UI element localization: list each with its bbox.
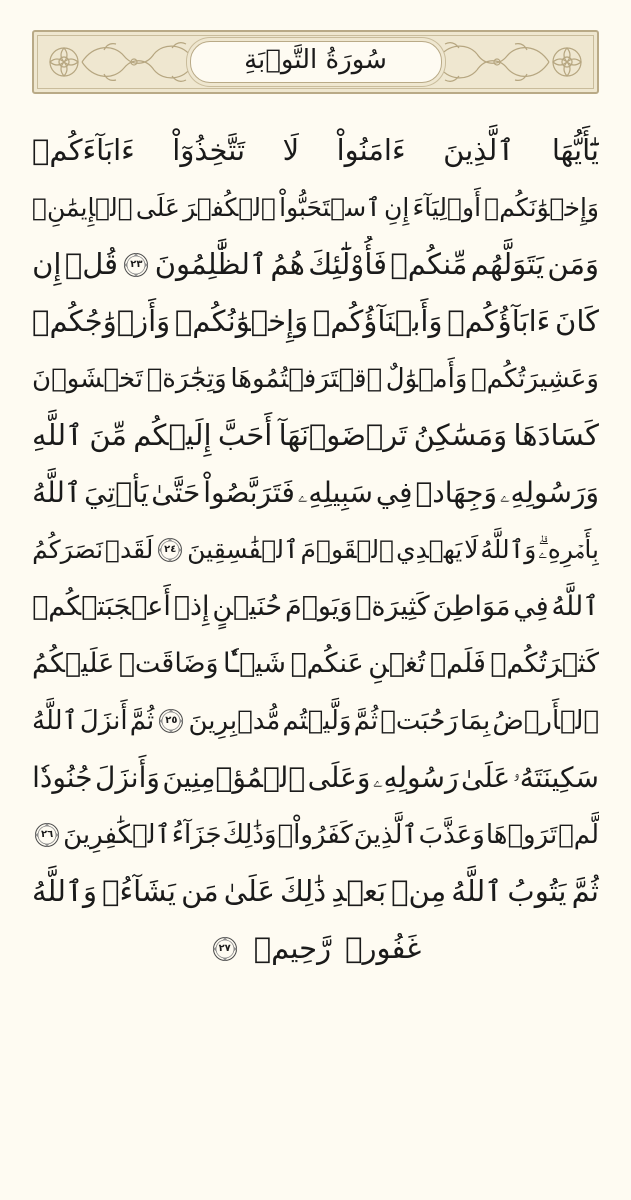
verse-word: عَلَى: [135, 193, 180, 222]
verse-word: مِنۢ: [391, 874, 447, 908]
verse-line: [32, 293, 599, 350]
verse-word: رَسُولِهِۦ: [372, 760, 459, 794]
verse-word: بَعۡدِ: [331, 874, 387, 908]
verse-line: [32, 236, 599, 293]
ayah-number: ٢٣: [130, 258, 143, 270]
verse-word: رَّحِيمٞ: [253, 931, 332, 965]
verse-word: وَيَوۡمَ: [284, 591, 353, 622]
verse-word: ٱللَّهُ: [32, 705, 78, 736]
verse-word: أَحَبَّ: [217, 418, 273, 452]
ayah-end-marker: [34, 822, 60, 848]
verse-word: وَتِجَٰرَةٞ: [146, 363, 227, 394]
ayah-end-marker: [158, 708, 184, 734]
verse-word: ثُمَّ: [353, 705, 379, 736]
verse-word: ٱلۡقَوۡمَ: [300, 535, 395, 564]
verse-word: تَخۡشَوۡنَ: [32, 363, 143, 394]
ayah-end-marker: [157, 537, 183, 563]
verse-word: سَكِينَتَهُۥ: [512, 760, 599, 794]
verse-word: رَحُبَتۡ: [380, 705, 458, 736]
verse-word: ٱلَّذِينَ: [353, 819, 418, 850]
verse-word: لَقَدۡ: [104, 535, 154, 564]
verse-line: [32, 635, 599, 692]
verse-word: أَنزَلَ: [79, 705, 128, 736]
verse-word: ٱلۡمُؤۡمِنِينَ: [162, 760, 306, 794]
ayah-number: ٢٥: [165, 714, 178, 726]
verse-word: حُنَيۡنٍ: [212, 591, 283, 622]
verse-word: وَعَشِيرَتُكُمۡ: [471, 363, 599, 394]
verse-word: ٱلۡكَٰفِرِينَ: [63, 819, 171, 850]
verse-word: يَهۡدِي: [396, 535, 463, 564]
verse-word: وَضَاقَتۡ: [118, 648, 219, 679]
verse-word: وَإِخۡوَٰنُكُمۡ: [174, 304, 309, 338]
verse-line: [32, 350, 599, 407]
verse-word: يَتَوَلَّهُم: [470, 247, 545, 281]
surah-header-banner: [32, 30, 599, 94]
verse-word: فِي: [513, 591, 549, 622]
verse-word: ٱلۡفَٰسِقِينَ: [187, 535, 299, 564]
verse-line: [32, 407, 599, 464]
verse-word: إِذۡ: [173, 591, 210, 622]
verse-word: سَبِيلِهِۦ: [297, 475, 373, 509]
verse-word: مِّنكُمۡ: [390, 247, 468, 281]
verse-word: كَسَادَهَا: [513, 418, 599, 452]
verse-line: [32, 521, 599, 578]
verse-word: فِي: [375, 475, 413, 509]
verse-word: وَإِخۡوَٰنَكُمۡ: [484, 193, 599, 222]
ayah-number: ٢٤: [164, 543, 177, 555]
verse-word: عَلَيۡكُمُ: [32, 648, 115, 679]
verse-word: وَرَسُولِهِۦ: [499, 475, 599, 509]
verse-word: وَٱللَّهُ: [32, 874, 97, 908]
verse-word: يَٰٓأَيُّهَا: [551, 133, 599, 167]
verse-word: تَرَوۡهَا: [485, 819, 558, 850]
verse-word: وَمَن: [547, 247, 599, 281]
verse-word: بِمَا: [460, 705, 491, 736]
verse-word: فَأُوْلَٰٓئِكَ: [308, 247, 388, 281]
verse-word: أَعۡجَبَتۡكُمۡ: [32, 591, 171, 622]
verse-word: وَٱللَّهُ: [480, 535, 537, 564]
verse-word: ءَابَآءَكُمۡ: [32, 133, 135, 167]
verse-line: [32, 122, 599, 179]
verse-word: ٱللَّهِ: [32, 418, 84, 452]
ayah-end-marker: [123, 252, 149, 278]
verse-word: ذَٰلِكَ: [280, 874, 327, 908]
ayah-number: ٢٦: [41, 828, 54, 840]
verse-word: ثُمَّ: [129, 705, 155, 736]
verse-word: غَفُورٞ: [345, 931, 422, 965]
verse-word: حَتَّىٰ: [151, 475, 201, 509]
surah-title: سُورَةُ التَّوۡبَةِ: [244, 45, 387, 75]
verse-word: هُمُ: [270, 247, 305, 281]
verse-word: ٱللَّهُ: [32, 475, 82, 509]
verse-word: ٱلۡكُفۡرَ: [183, 193, 276, 222]
verse-line: [32, 179, 599, 236]
verse-word: وَأَمۡوَٰلٌ: [385, 363, 468, 394]
ayah-number: ٢٧: [218, 942, 231, 954]
verse-word: كَثۡرَتُكُمۡ: [490, 648, 599, 679]
verse-word: أَوۡلِيَآءَ: [412, 193, 482, 222]
verse-line: [32, 920, 599, 977]
verse-word: لَا: [464, 535, 479, 564]
verse-line: [32, 464, 599, 521]
verse-word: تَرۡضَوۡنَهَآ: [278, 418, 408, 452]
verse-word: جَزَآءُ: [171, 819, 222, 850]
verse-word: نَصَرَكُمُ: [32, 535, 104, 564]
verse-word: وَعَلَى: [307, 760, 371, 794]
verse-word: إِنِ: [383, 193, 410, 222]
verse-word: يَشَآءُۗ: [102, 874, 176, 908]
verse-word: إِن: [32, 247, 62, 281]
verse-word: وَأَبۡنَآؤُكُمۡ: [312, 304, 443, 338]
verse-lines: [32, 122, 599, 977]
verse-word: وَأَنزَلَ: [95, 760, 160, 794]
verse-line: [32, 806, 599, 863]
verse-word: إِلَيۡكُم: [133, 418, 212, 452]
verse-word: كَثِيرَةٖ: [355, 591, 430, 622]
verse-word: ٱلظَّٰلِمُونَ: [154, 247, 267, 281]
verse-word: ٱللَّهُ: [451, 874, 503, 908]
ayah-end-marker: [212, 936, 238, 962]
verse-word: مَوَاطِنَ: [432, 591, 511, 622]
verse-word: بِأَمۡرِهِۦۗ: [538, 535, 599, 564]
verse-line: [32, 749, 599, 806]
verse-word: شَيۡـٔٗا: [222, 648, 287, 679]
verse-word: وَلَّيۡتُم: [282, 705, 352, 736]
verse-word: يَأۡتِيَ: [84, 475, 149, 509]
verse-word: مَن: [181, 874, 219, 908]
verse-word: وَذَٰلِكَ: [222, 819, 277, 850]
verse-word: وَأَزۡوَٰجُكُمۡ: [32, 304, 171, 338]
verse-word: ٱقۡتَرَفۡتُمُوهَا: [230, 363, 383, 394]
verse-word: ٱللَّهُ: [551, 591, 599, 622]
verse-word: لَّمۡ: [558, 819, 599, 850]
verse-word: تَتَّخِذُوٓاْ: [172, 133, 246, 167]
verse-word: ثُمَّ: [571, 874, 599, 908]
verse-word: فَلَمۡ: [429, 648, 486, 679]
verse-word: وَمَسَٰكِنُ: [413, 418, 508, 452]
verse-word: ءَابَآؤُكُمۡ: [447, 304, 551, 338]
verse-word: لَا: [282, 133, 300, 167]
verse-word: كَفَرُواْۚ: [277, 819, 353, 850]
verse-line: [32, 692, 599, 749]
verse-word: يَتُوبُ: [507, 874, 567, 908]
verse-word: ٱلۡأَرۡضُ: [492, 705, 599, 736]
surah-name-cartouche: [190, 41, 442, 83]
verse-word: عَلَىٰ: [223, 874, 275, 908]
verse-word: عَنكُمۡ: [290, 648, 364, 679]
verse-word: كَانَ: [555, 304, 599, 338]
verse-word: فَتَرَبَّصُواْ: [203, 475, 295, 509]
verse-line: [32, 578, 599, 635]
verse-word: ٱلَّذِينَ: [443, 133, 515, 167]
verse-line: [32, 863, 599, 920]
verse-word: وَجِهَادٖ: [415, 475, 497, 509]
verse-word: وَعَذَّبَ: [418, 819, 485, 850]
verse-word: جُنُودٗا: [32, 760, 93, 794]
verse-word: قُلۡ: [64, 247, 119, 281]
verse-word: تُغۡنِ: [368, 648, 426, 679]
verse-word: مِّنَ: [89, 418, 127, 452]
verse-word: ٱسۡتَحَبُّواْ: [279, 193, 381, 222]
verse-word: ءَامَنُواْ: [336, 133, 406, 167]
verse-word: ٱلۡإِيمَٰنِۚ: [32, 193, 133, 222]
verse-word: عَلَىٰ: [460, 760, 511, 794]
verse-word: مُّدۡبِرِينَ: [188, 705, 281, 736]
